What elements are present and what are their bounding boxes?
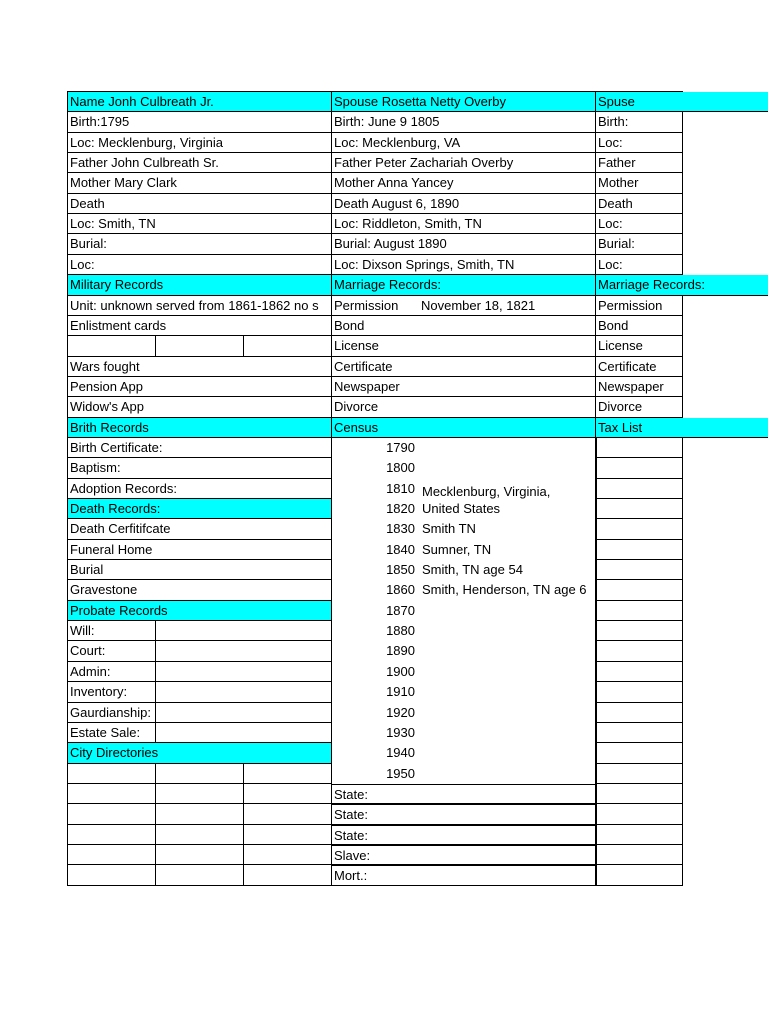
tax-list-cell[interactable] [595,519,683,540]
census-year: 1930 [331,723,419,743]
tax-state-field[interactable]: Slave: [331,845,595,865]
census-year: 1900 [331,662,419,682]
section-header: Marriage Records: [595,275,768,296]
record-field[interactable]: Father John Culbreath Sr. [67,153,331,173]
spouse2-field[interactable]: Permission [595,296,683,316]
tax-list-cell[interactable] [595,703,683,723]
tax-list-cell[interactable] [595,499,683,519]
spouse-field[interactable]: Loc: Mecklenburg, VA [331,133,595,153]
record-field[interactable]: Birth:1795 [67,112,331,133]
section-header: Death Records: [67,499,331,519]
spouse-field[interactable]: Death August 6, 1890 [331,194,595,214]
census-year: 1910 [331,682,419,703]
tax-list-cell[interactable] [595,825,683,845]
empty-cell[interactable] [155,336,243,357]
empty-cell[interactable] [67,865,155,886]
census-divider [595,438,597,886]
tax-list-cell[interactable] [595,601,683,621]
empty-cell[interactable] [243,784,331,804]
tax-list-cell[interactable] [595,641,683,662]
empty-cell[interactable] [243,825,331,845]
record-field[interactable]: Funeral Home [67,540,331,560]
spouse2-field[interactable]: Loc: [595,214,683,234]
census-year: 1920 [331,703,419,723]
section-header: Spouse Rosetta Netty Overby [331,92,595,112]
spouse-field[interactable]: Bond [331,316,595,336]
empty-cell[interactable] [155,865,243,886]
tax-list-cell[interactable] [595,682,683,703]
spouse2-field[interactable]: Burial: [595,234,683,255]
spouse2-field[interactable]: Loc: [595,255,683,275]
empty-cell[interactable] [243,764,331,784]
probate-value-cell[interactable] [155,703,331,723]
probate-label: Admin: [67,662,155,682]
record-field[interactable]: Birth Certificate: [67,438,331,458]
tax-state-field[interactable]: State: [331,804,595,825]
tax-list-cell[interactable] [595,479,683,499]
probate-label: Estate Sale: [67,723,155,743]
section-header: Census [331,418,595,438]
section-header: Tax List [595,418,768,438]
census-year: 1810 [331,479,419,499]
spouse-field[interactable]: Newspaper [331,377,595,397]
section-header: Military Records [67,275,331,296]
tax-list-cell[interactable] [595,540,683,560]
spouse-field[interactable]: Father Peter Zachariah Overby [331,153,595,173]
census-year: 1790 [331,438,419,458]
spouse2-field[interactable]: Loc: [595,133,683,153]
probate-label: Will: [67,621,155,641]
tax-list-cell[interactable] [595,784,683,804]
tax-list-cell[interactable] [595,723,683,743]
record-field[interactable]: Death [67,194,331,214]
probate-value-cell[interactable] [155,621,331,641]
record-field[interactable]: Baptism: [67,458,331,479]
empty-cell[interactable] [155,804,243,825]
tax-list-cell[interactable] [595,458,683,479]
section-header: Name Jonh Culbreath Jr. [67,92,331,112]
census-year: 1800 [331,458,419,479]
tax-list-cell[interactable] [595,621,683,641]
spouse2-field[interactable]: Father [595,153,683,173]
census-note: Smith TN [422,521,476,536]
tax-list-cell[interactable] [595,438,683,458]
spouse-field[interactable]: Birth: June 9 1805 [331,112,595,133]
record-field[interactable]: Gravestone [67,580,331,601]
empty-cell[interactable] [67,336,155,357]
tax-list-cell[interactable] [595,662,683,682]
tax-list-cell[interactable] [595,580,683,601]
tax-state-field[interactable]: Mort.: [331,865,595,886]
census-note: Sumner, TN [422,542,492,557]
spouse2-field[interactable]: Divorce [595,397,683,418]
census-year: 1820 [331,499,419,519]
section-header: City Directories [67,743,331,764]
tax-state-field[interactable]: State: [331,784,595,804]
record-field[interactable]: Burial [67,560,331,580]
empty-cell[interactable] [155,825,243,845]
tax-list-cell[interactable] [595,764,683,784]
record-field[interactable]: Death Cerfitifcate [67,519,331,540]
probate-label: Gaurdianship: [67,703,155,723]
census-year: 1830 [331,519,419,540]
spouse-field[interactable]: Divorce [331,397,595,418]
spouse2-field[interactable]: Certificate [595,357,683,377]
record-field[interactable]: Adoption Records: [67,479,331,499]
spouse2-field[interactable]: Mother [595,173,683,194]
spouse2-field[interactable]: Bond [595,316,683,336]
spouse-field[interactable]: Permission [331,296,595,316]
record-field[interactable]: Enlistment cards [67,316,331,336]
census-year: 1860 [331,580,419,601]
spouse-field[interactable]: Certificate [331,357,595,377]
spouse2-field[interactable]: License [595,336,683,357]
probate-value-cell[interactable] [155,723,331,743]
record-field[interactable]: Wars fought [67,357,331,377]
census-note: United States [422,501,501,516]
empty-cell[interactable] [67,764,155,784]
spouse2-field[interactable]: Birth: [595,112,683,133]
empty-cell[interactable] [67,804,155,825]
spouse-field[interactable]: License [331,336,595,357]
probate-value-cell[interactable] [155,682,331,703]
empty-cell[interactable] [67,784,155,804]
section-header: Spuse [595,92,768,112]
spouse-field[interactable]: Mother Anna Yancey [331,173,595,194]
tax-state-field[interactable]: State: [331,825,595,845]
section-header: Brith Records [67,418,331,438]
empty-cell[interactable] [243,865,331,886]
tax-list-cell[interactable] [595,845,683,865]
spouse2-field[interactable]: Death [595,194,683,214]
empty-cell[interactable] [243,804,331,825]
probate-label: Inventory: [67,682,155,703]
record-field[interactable]: Burial: [67,234,331,255]
census-year: 1950 [331,764,419,784]
census-year: 1850 [331,560,419,580]
census-note: Smith, Henderson, TN age 6 [422,582,587,597]
tax-list-cell[interactable] [595,743,683,764]
census-year: 1890 [331,641,419,662]
census-note: Smith, TN age 54 [422,562,523,577]
census-year: 1870 [331,601,419,621]
spouse-field[interactable]: Loc: Dixson Springs, Smith, TN [331,255,595,275]
tax-list-cell[interactable] [595,804,683,825]
empty-cell[interactable] [67,845,155,865]
record-field[interactable]: Unit: unknown served from 1861-1862 no s [67,296,331,316]
empty-cell[interactable] [243,336,331,357]
section-header: Probate Records [67,601,331,621]
tax-list-cell[interactable] [595,560,683,580]
empty-cell[interactable] [67,825,155,845]
empty-cell[interactable] [155,764,243,784]
empty-cell[interactable] [155,784,243,804]
record-field[interactable]: Loc: Mecklenburg, Virginia [67,133,331,153]
tax-list-cell[interactable] [595,865,683,886]
probate-value-cell[interactable] [155,641,331,662]
record-field[interactable]: Loc: [67,255,331,275]
census-year: 1880 [331,621,419,641]
permission-date: November 18, 1821 [421,298,536,313]
empty-cell[interactable] [155,845,243,865]
spouse-field[interactable]: Burial: August 1890 [331,234,595,255]
record-field[interactable]: Widow's App [67,397,331,418]
probate-label: Court: [67,641,155,662]
record-field[interactable]: Loc: Smith, TN [67,214,331,234]
census-year: 1940 [331,743,419,764]
spouse2-field[interactable]: Newspaper [595,377,683,397]
probate-value-cell[interactable] [155,662,331,682]
empty-cell[interactable] [243,845,331,865]
record-field[interactable]: Mother Mary Clark [67,173,331,194]
section-header: Marriage Records: [331,275,595,296]
spouse-field[interactable]: Loc: Riddleton, Smith, TN [331,214,595,234]
census-note: Mecklenburg, Virginia, [422,484,551,499]
census-year: 1840 [331,540,419,560]
record-field[interactable]: Pension App [67,377,331,397]
